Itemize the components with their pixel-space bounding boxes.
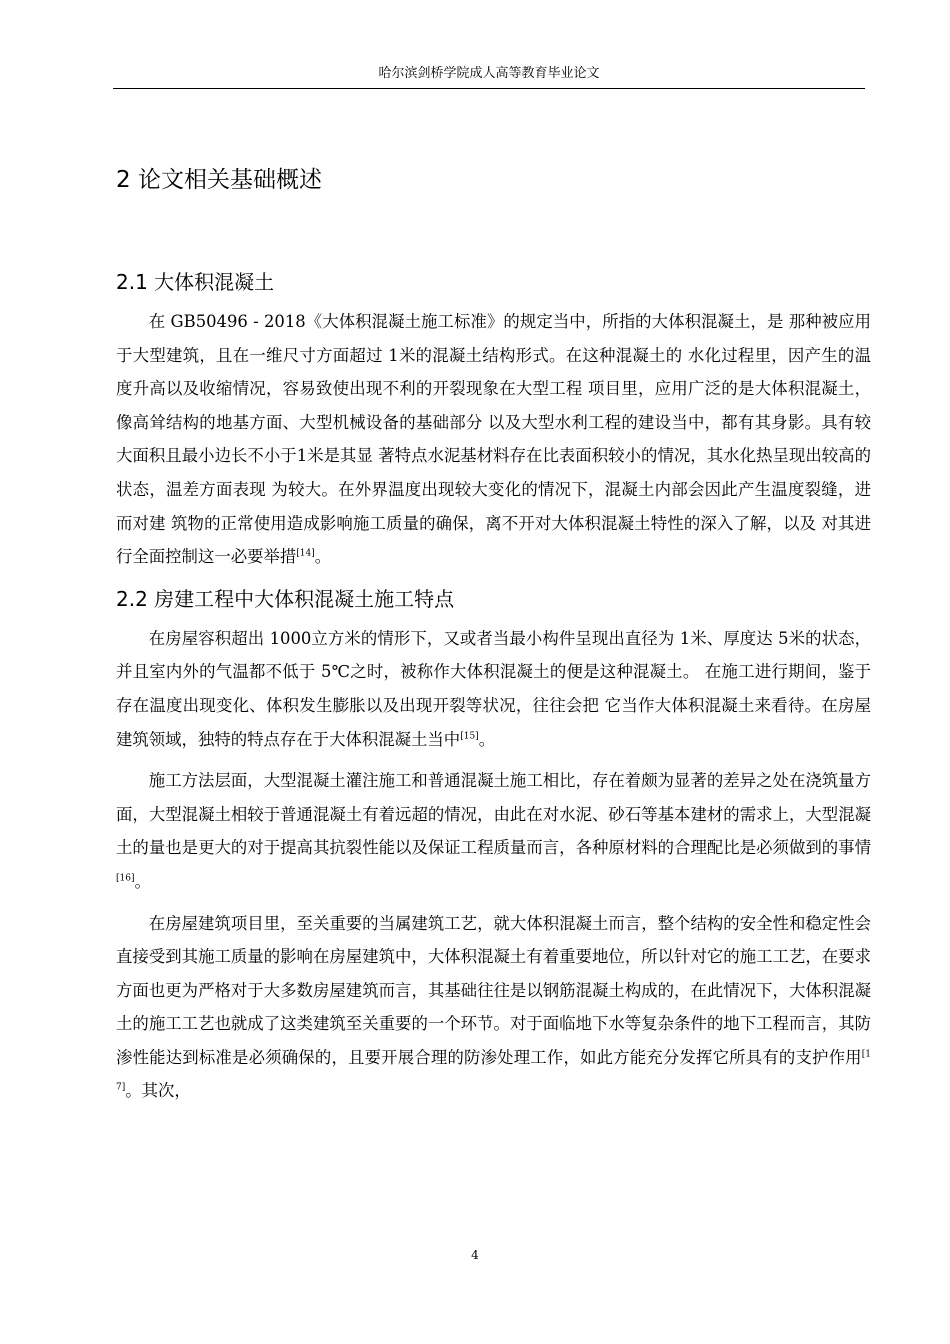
chapter-title: 2 论文相关基础概述 — [116, 167, 322, 193]
citation-ref: [16] — [116, 873, 135, 884]
citation-ref: [17] — [116, 1049, 871, 1093]
body-paragraph — [116, 764, 871, 898]
body-paragraph — [116, 907, 871, 1109]
page-number: 4 — [471, 1248, 479, 1262]
citation-ref: [14] — [296, 548, 315, 559]
section-title-2-2: 2.2 房建工程中大体积混凝土施工特点 — [116, 586, 455, 611]
running-header: 哈尔滨剑桥学院成人高等教育毕业论文 — [378, 66, 600, 81]
page-body — [116, 160, 871, 1116]
section-title-2-1: 2.1 大体积混凝土 — [116, 270, 275, 294]
paragraph-text: 在房屋建筑项目里，至关重要的当属建筑工艺，就大体积混凝土而言，整个结构的安全性和稳定性会直接受到其施工质量的影响在房屋建筑中，大体积混凝土有着重要地位，所以针对它的施工工艺，在要求方面也更为严格对于大多数房屋建筑而言，其基础往往是以钢筋混凝土构成的，在此情况下，大体积混凝土的施工工艺也就成了这类建筑至关重要的一个环节。对于面临地下水等复杂条件的地下工程而言，其防渗性能达到标准是必须确保的，且要开展合理的防渗处理工作，如此方能充分发挥它所具有的支护作用 — [116, 913, 871, 1067]
paragraph-end: 。其次， — [125, 1081, 191, 1101]
header-divider — [113, 88, 865, 89]
paragraph-end: 。 — [314, 547, 332, 567]
paragraph-text: 在房屋容积超出 1000立方米的情形下，又或者当最小构件呈现出直径为 1米、厚度达 5米的状态，并且室内外的气温都不低于 5℃之时，被称作大体积混凝土的便是这种混凝土。 在施工进行期间，鉴于存在温度出现变化、体积发生膨胀以及出现开裂等状况，往往会把 它当作大体积混凝土来看待。在房屋建筑领域，独特的特点存在于大体积混凝土当中 — [116, 628, 871, 749]
paragraph-end: 。 — [478, 729, 496, 749]
body-paragraph — [116, 305, 871, 574]
body-paragraph — [116, 622, 871, 756]
paragraph-text: 在 GB50496 - 2018《大体积混凝土施工标准》的规定当中，所指的大体积混凝土，是 那种被应用于大型建筑，且在一维尺寸方面超过 1米的混凝土结构形式。在这种混凝土的 水化过程里，因产生的温度升高以及收缩情况，容易致使出现不利的开裂现象在大型工程 项目里，应用广泛的是大体积混凝土，像高耸结构的地基方面、大型机械设备的基础部分 以及大型水利工程的建设当中，都有其身影。具有较大面积且最小边长不小于1米是其显 著特点水泥基材料存在比表面积较小的情况，其水化热呈现出较高的状态，温差方面表现 为较大。在外界温度出现较大变化的情况下，混凝土内部会因此产生温度裂缝，进而对建 筑物的正常使用造成影响施工质量的确保，离不开对大体积混凝土特性的深入了解，以及 对其进行全面控制这一必要举措 — [116, 312, 871, 567]
paragraph-end: 。 — [134, 871, 151, 891]
paragraph-text: 施工方法层面，大型混凝土灌注施工和普通混凝土施工相比，存在着颇为显著的差异之处在浇筑量方面，大型混凝土相较于普通混凝土有着远超的情况，由此在对水泥、砂石等基本建材的需求上，大型混凝土的量也是更大的对于提高其抗裂性能以及保证工程质量而言，各种原材料的合理配比是必须做到的事情 — [116, 771, 871, 858]
citation-ref: [15] — [460, 731, 479, 742]
